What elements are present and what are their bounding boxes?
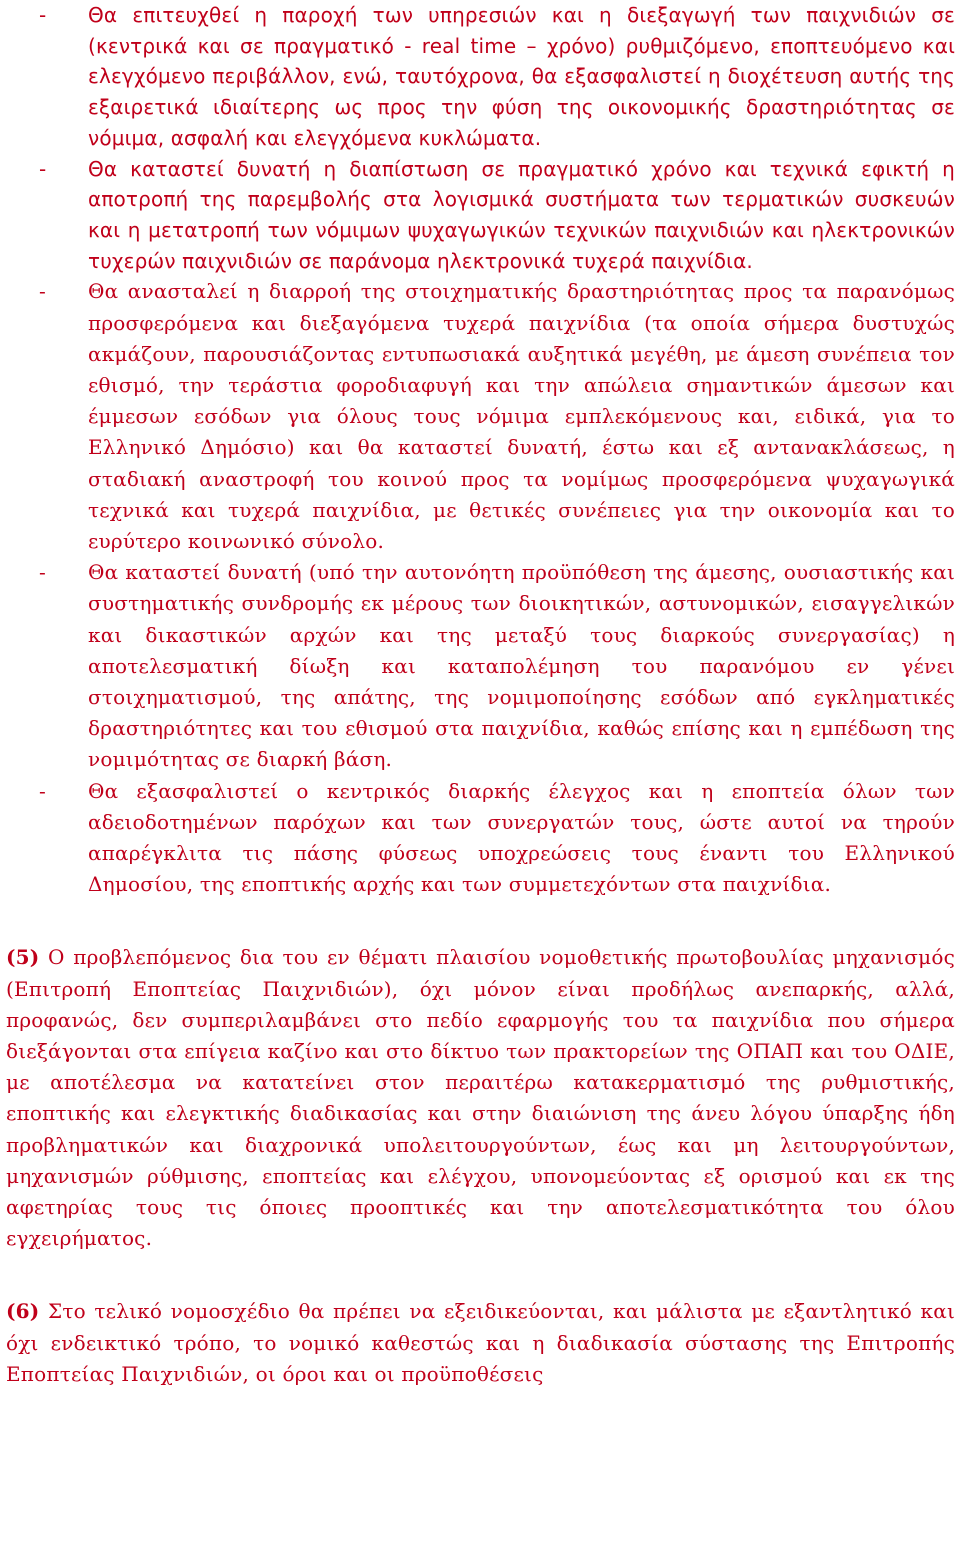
bullet-dash: - [39,778,46,803]
bullet-item [6,0,955,154]
bullet-dash: - [39,279,46,304]
paragraph-text: Ο προβλεπόμενος δια του εν θέματι πλαισίου νομοθετικής πρωτοβουλίας μηχανισμός (Επιτροπή Εποπτείας Παιχνιδιών), όχι μόνον είναι προδήλως ανεπαρκής, αλλά, προφανώς, δεν συμπεριλαμβάνει στο πεδίο εφαρμογής του τα παιχνίδια που σήμερα διεξάγονται στα επίγεια καζίνο και στο δίκτυο των πρακτορείων της ΟΠΑΠ και του ΟΔΙΕ, με αποτέλεσμα να κατατείνει στον περαιτέρω κατακερματισμό της ρυθμιστικής, εποπτικής και ελεγκτικής διαδικασίας και στην διαιώνιση της άνευ λόγου ύπαρξης ήδη προβληματικών και διαχρονικά υπολειτουργούντων, έως και μη λειτουργούντων, μηχανισμών ρύθμισης, εποπτείας και ελέγχου, υπονομεύοντας εξ ορισμού και εκ της αφετηρίας τους τις όποιες προοπτικές και την αποτελεσματικότητα του όλου εγχειρήματος. [6,945,955,1251]
paragraph-number: (6) [6,1299,40,1324]
bullet-item [6,154,955,277]
bullet-item [6,276,955,557]
bullet-text: Θα ανασταλεί η διαρροή της στοιχηματικής δραστηριότητας προς τα παρανόμως προσφερόμενα και διεξαγόμενα τυχερά παιχνίδια (τα οποία σήμερα δυστυχώς ακμάζουν, παρουσιάζοντας εντυπωσιακά αυξητικά μεγέθη, με άμεση συνέπεια τον εθισμό, την τεράστια φοροδιαφυγή και την απώλεια σημαντικών άμεσων και έμμεσων εσόδων για όλους τους νόμιμα εμπλεκόμενους και, ειδικά, για το Ελληνικό Δημόσιο) και θα καταστεί δυνατή, έστω και εξ αντανακλάσεως, η σταδιακή αναστροφή του κοινού προς τα νομίμως προσφερόμενα ψυχαγωγικά τεχνικά και τυχερά παιχνίδια, με θετικές συνέπειες για την οικονομία και το ευρύτερο κοινωνικό σύνολο. [88,279,955,553]
bullet-text: Θα καταστεί δυνατή η διαπίστωση σε πραγματικό χρόνο και τεχνικά εφικτή η αποτροπή της παρεμβολής στα λογισμικά συστήματα των τερματικών συσκευών και η μετατροπή των νόμιμων ψυχαγωγικών τεχνικών παιχνιδιών και ηλεκτρονικών τυχερών παιχνιδιών σε παράνομα ηλεκτρονικά τυχερά παιχνίδια. [88,156,955,273]
bullet-text: Θα επιτευχθεί η παροχή των υπηρεσιών και η διεξαγωγή των παιχνιδιών σε (κεντρικά και σε πραγματικό - real time – χρόνο) ρυθμιζόμενο, εποπτευόμενο και ελεγχόμενο περιβάλλον, ενώ, ταυτόχρονα, θα εξασφαλιστεί η διοχέτευση αυτής της εξαιρετικά ιδιαίτερης ως προς την φύση της οικονομικής δραστηριότητας σε νόμιμα, ασφαλή και ελεγχόμενα κυκλώματα. [88,3,955,150]
paragraph-number: (5) [6,945,40,970]
bullet-text: Θα εξασφαλιστεί ο κεντρικός διαρκής έλεγχος και η εποπτεία όλων των αδειοδοτημένων παρόχων και των συνεργατών τους, ώστε αυτοί να τηρούν απαρέγκλιτα τις πάσης φύσεως υποχρεώσεις τους έναντι του Ελληνικού Δημοσίου, της εποπτικής αρχής και των συμμετεχόντων στα παιχνίδια. [88,778,955,897]
numbered-paragraph [6,942,955,1254]
bullet-dash: - [39,156,47,181]
bullet-list [6,0,955,900]
bullet-dash: - [39,560,46,585]
bullet-item [6,557,955,775]
bullet-dash: - [39,3,47,27]
bullet-text: Θα καταστεί δυνατή (υπό την αυτονόητη προϋπόθεση της άμεσης, ουσιαστικής και συστηματικής συνδρομής εκ μέρους των διοικητικών, αστυνομικών, εισαγγελικών και δικαστικών αρχών και της μεταξύ τους διαρκούς συνεργασίας) η αποτελεσματική δίωξη και καταπολέμηση του παρανόμου εν γένει στοιχηματισμού, της απάτης, της νομιμοποίησης εσόδων από εγκληματικές δραστηριότητες και του εθισμού στα παιχνίδια, καθώς επίσης και η εμπέδωση της νομιμότητας σε διαρκή βάση. [88,560,955,772]
paragraph-text: Στο τελικό νομοσχέδιο θα πρέπει να εξειδικεύονται, και μάλιστα με εξαντλητικό και όχι ενδεικτικό τρόπο, το νομικό καθεστώς και η διαδικασία σύστασης της Επιτροπής Εποπτείας Παιχνιδιών, οι όροι και οι προϋποθέσεις [6,1299,955,1386]
bullet-item [6,776,955,901]
numbered-paragraph [6,1296,955,1390]
